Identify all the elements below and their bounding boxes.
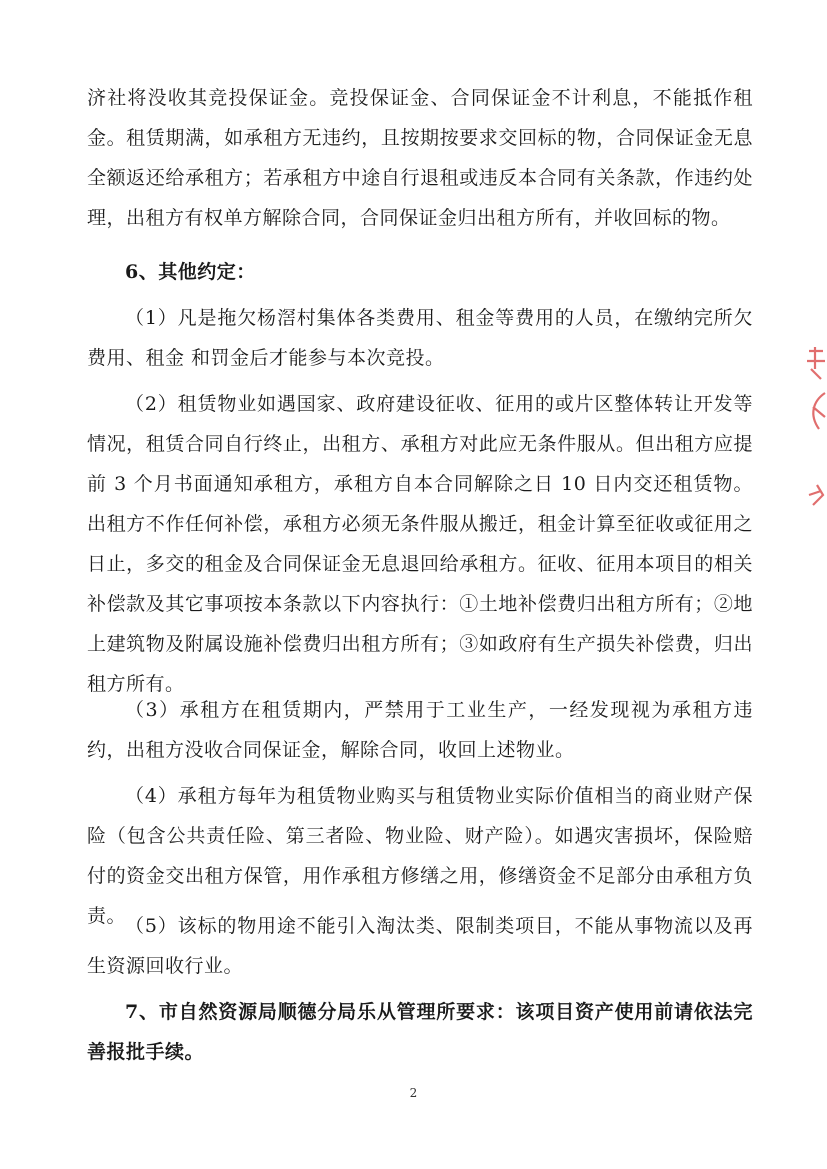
paragraph-deposit-terms: 济社将没收其竞投保证金。竞投保证金、合同保证金不计利息，不能抵作租金。租赁期满，如承租方无违约，且按期按要求交回标的物，合同保证金无息全额返还给承租方；若承租方中途自行退租或违反本合同有关条款，作违约处理，出租方有权单方解除合同，合同保证金归出租方所有，并收回标的物。 [87, 87, 753, 229]
clause-4: （4）承租方每年为租赁物业购买与租赁物业实际价值相当的商业财产保险（包含公共责任险、第三者险、物业险、财产险）。如遇灾害损坏，保险赔付的资金交出租方保管，用作承租方修缮之用，修缮资金不足部分由承租方负责。 [87, 785, 753, 927]
clause-3: （3）承租方在租赁期内，严禁用于工业生产，一经发现视为承租方违约，出租方没收合同保证金，解除合同，收回上述物业。 [87, 699, 753, 761]
seal-stamp-fragment [803, 345, 827, 515]
page-number: 2 [409, 1086, 418, 1100]
section-heading-6: 6、其他约定： [125, 261, 256, 283]
clause-5: （5）该标的物用途不能引入淘汰类、限制类项目，不能从事物流以及再生资源回收行业。 [87, 915, 753, 977]
clause-2: （2）租赁物业如遇国家、政府建设征收、征用的或片区整体转让开发等情况，租赁合同自行终止，出租方、承租方对此应无条件服从。但出租方应提前 3 个月书面通知承租方，承租方自本合同解除之日 10 日内交还租赁物。出租方不作任何补偿，承租方必须无条件服从搬迁，租金计算至征收或征用之日止，多交的租金及合同保证金无息退回给承租方。征收、征用本项目的相关补偿款及其它事项按本条款以下内容执行：①土地补偿费归出租方所有；②地上建筑物及附属设施补偿费归出租方所有；③如政府有生产损失补偿费，归出租方所有。 [87, 393, 753, 695]
section-heading-7: 7、市自然资源局顺德分局乐从管理所要求：该项目资产使用前请依法完善报批手续。 [87, 1001, 753, 1063]
clause-1: （1）凡是拖欠杨滘村集体各类费用、租金等费用的人员，在缴纳完所欠费用、租金 和罚金后才能参与本次竞投。 [87, 307, 753, 369]
